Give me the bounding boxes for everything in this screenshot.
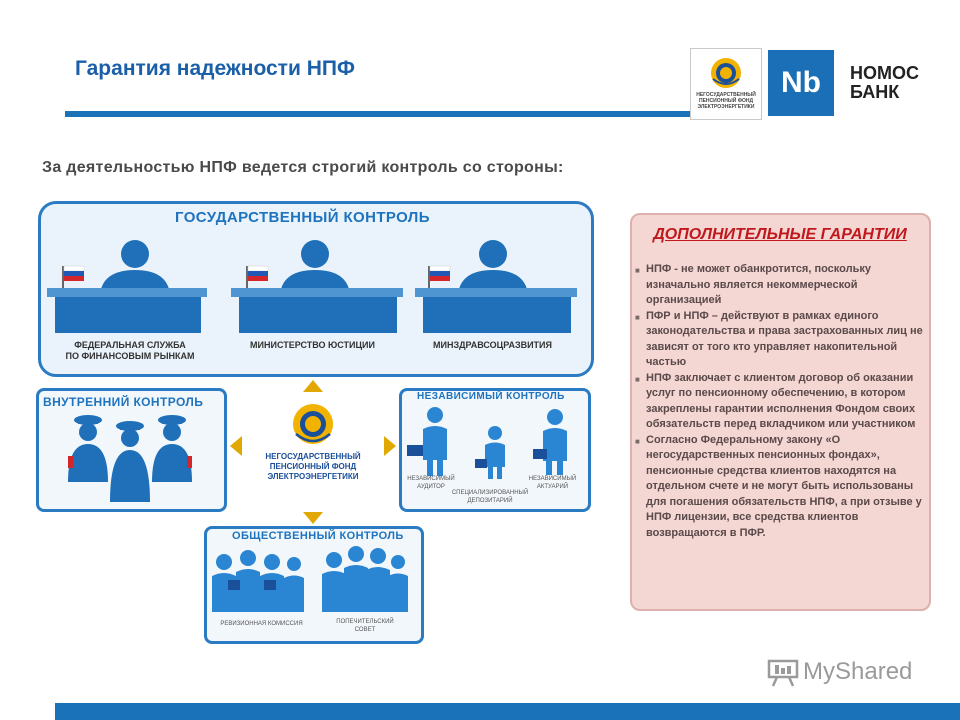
state-control-heading: ГОСУДАРСТВЕННЫЙ КОНТРОЛЬ [175,209,430,226]
official-at-desk-icon [415,240,577,333]
slide-title: Гарантия надежности НПФ [75,57,355,80]
list-item [635,262,923,309]
gov-item-label: ФЕДЕРАЛЬНАЯ СЛУЖБА ПО ФИНАНСОВЫМ РЫНКАМ [65,340,195,361]
guard-icon [152,415,192,482]
watermark-text: MyShared [803,658,913,685]
central-npf-line: НЕГОСУДАРСТВЕННЫЙ [265,452,361,461]
gov-item-label: МИНЗДРАВСОЦРАЗВИТИЯ [433,340,552,350]
arrow-right-icon [230,436,242,456]
independent-item-label: НЕЗАВИСИМЫЙ АКТУАРИЙ [528,476,577,490]
arrow-up-icon [303,512,323,524]
guard-icon [110,421,150,502]
bank-name-line2: БАНК [850,82,900,102]
bullet-icon: ■ [635,312,640,322]
official-at-desk-icon [47,240,207,333]
guarantees-heading: ДОПОЛНИТЕЛЬНЫЕ ГАРАНТИИ [653,226,907,243]
guard-icon [68,415,108,482]
guards-illustration [60,412,200,504]
guarantees-list [635,262,923,541]
list-item [635,309,923,371]
independent-control-heading: НЕЗАВИСИМЫЙ КОНТРОЛЬ [417,391,565,402]
guarantee-text: ПФР и НПФ – действуют в рамках единого законодательства и права застрахованных лиц не зависят от того кто управляет накопительной частью [646,309,923,368]
central-npf-line: ЭЛЕКТРОЭНЕРГЕТИКИ [267,472,359,481]
list-item [635,371,923,433]
gov-item-label: МИНИСТЕРСТВО ЮСТИЦИИ [250,340,375,350]
bank-name [850,64,919,102]
arrow-left-icon [384,436,396,456]
presentation-board-icon [767,657,799,687]
npf-logo-line: ЭЛЕКТРОЭНЕРГЕТИКИ [697,104,755,110]
bullet-icon: ■ [635,436,640,446]
footer-bar [55,703,960,720]
independent-item-label: СПЕЦИАЛИЗИРОВАННЫЙ ДЕПОЗИТАРИЙ [451,490,529,504]
bank-name-line1: НОМОС [850,63,919,83]
bullet-icon: ■ [635,266,640,275]
subtitle: За деятельностью НПФ ведется строгий контроль со стороны: [42,159,564,176]
commission-group-icon [212,550,304,612]
central-npf-name [248,452,378,482]
internal-control-heading: ВНУТРЕННИЙ КОНТРОЛЬ [43,395,204,409]
npf-logo-line: ПЕНСИОННЫЙ ФОНД [698,98,754,104]
public-item-label: РЕВИЗИОННАЯ КОМИССИЯ [220,621,303,627]
bank-logo-mark: Nb [768,50,834,116]
guarantee-text: НПФ заключает с клиентом договор об оказании услуг по пенсионному обеспечению, в котором закреплены гарантии исполнения Фондом своих обязательств перед вкладчиком или участником [646,371,916,430]
depositary-icon [475,426,505,479]
arrow-down-icon [303,380,323,392]
guarantee-text: Согласно Федеральному закону «О негосударственных пенсионных фондах», пенсионные средства клиентов находятся на отдельном счете и не могут быть использованы для погашения обязательств НПФ, а при отзыве у НПФ лицензии, все средства клиентов возвращаются в ПФР. [646,433,922,539]
public-control-heading: ОБЩЕСТВЕННЫЙ КОНТРОЛЬ [232,530,404,542]
independent-experts-illustration [405,405,580,480]
npf-logo-line: НЕГОСУДАРСТВЕННЫЙ [696,92,756,98]
npf-logo [690,48,762,120]
official-at-desk-icon [231,240,403,333]
central-npf-line: ПЕНСИОННЫЙ ФОНД [269,462,357,471]
bullet-icon: ■ [635,374,640,384]
myshared-watermark [767,657,912,687]
guarantee-text: НПФ - не может обанкротится, поскольку изначально является некоммерческой организацией [646,263,871,306]
list-item [635,433,923,542]
public-item-label: ПОПЕЧИТЕЛЬСКИЙ СОВЕТ [336,619,394,633]
independent-item-label: НЕЗАВИСИМЫЙ АУДИТОР [407,476,455,490]
state-officials-illustration [45,232,585,337]
public-groups-illustration [208,546,414,616]
title-underline [65,111,690,117]
actuary-icon [533,409,567,475]
auditor-icon [407,407,447,476]
trustee-council-icon [322,546,408,612]
